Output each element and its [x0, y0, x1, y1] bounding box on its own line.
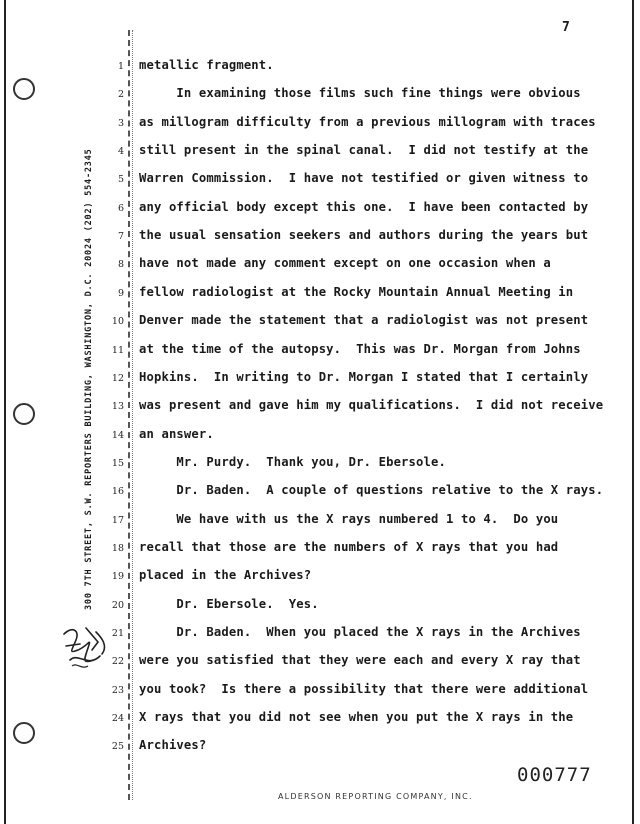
page-number: 7 [562, 20, 570, 35]
margin-rule [128, 30, 130, 800]
transcript-line: were you satisfied that they were each and every X ray that [139, 653, 581, 668]
line-number: 18 [111, 542, 124, 554]
transcript-line: was present and gave him my qualifications. I did not receive [139, 398, 604, 413]
transcript-line: at the time of the autopsy. This was Dr. Morgan from Johns [139, 341, 581, 356]
transcript-line: Dr. Ebersole. Yes. [139, 596, 319, 611]
line-number: 8 [117, 259, 124, 271]
transcript-line: the usual sensation seekers and authors during the years but [139, 228, 589, 243]
line-number: 10 [111, 316, 124, 328]
line-number: 13 [111, 401, 124, 413]
margin-rule-inner [132, 30, 133, 800]
document-control-number: 000777 [517, 764, 592, 786]
transcript-line: We have with us the X rays numbered 1 to 4. Do you [139, 511, 559, 526]
transcript-line: Denver made the statement that a radiologist was not present [139, 313, 589, 328]
transcript-line: recall that those are the numbers of X rays that you had [139, 539, 559, 554]
transcript-line: In examining those films such fine things were obvious [139, 86, 581, 101]
line-number: 11 [111, 344, 124, 356]
transcript-line: Dr. Baden. A couple of questions relative to the X rays. [139, 483, 604, 498]
page-border-right [632, 0, 634, 824]
line-number: 5 [117, 174, 124, 186]
punch-hole-bottom [13, 722, 35, 744]
line-number: 24 [111, 713, 124, 725]
transcript-line: Dr. Baden. When you placed the X rays in the Archives [139, 625, 581, 639]
transcript-line: Warren Commission. I have not testified or given witness to [139, 171, 589, 186]
line-number: 1 [117, 61, 124, 72]
transcript-line: still present in the spinal canal. I did not testify at the [139, 143, 589, 158]
line-number: 19 [111, 571, 124, 583]
transcript-line: an answer. [139, 426, 214, 441]
line-number: 14 [111, 429, 124, 441]
reporting-company-footer: ALDERSON REPORTING COMPANY, INC. [278, 792, 473, 801]
line-number: 22 [111, 656, 124, 668]
line-number: 4 [117, 146, 124, 158]
transcript-line: Archives? [139, 738, 207, 753]
reporter-address: 300 7TH STREET, S.W. REPORTERS BUILDING, WASHINGTON, D.C. 20024 (202) 554-2345 [84, 148, 94, 610]
transcript-line: as millogram difficulty from a previous millogram with traces [139, 114, 596, 129]
line-number: 3 [117, 117, 124, 129]
transcript-line: Hopkins. In writing to Dr. Morgan I stated that I certainly [139, 369, 589, 384]
transcript-line: metallic fragment. [139, 58, 274, 72]
transcript-line: fellow radiologist at the Rocky Mountain Annual Meeting in [139, 284, 574, 299]
line-number: 12 [111, 372, 124, 384]
line-number: 7 [117, 231, 124, 243]
line-number: 16 [111, 486, 124, 498]
handwritten-signature-mark [58, 620, 114, 676]
punch-hole-middle [13, 403, 35, 425]
transcript-line: have not made any comment except on one occasion when a [139, 256, 551, 271]
line-number: 6 [117, 202, 124, 214]
punch-hole-top [13, 78, 35, 100]
page-border-left [4, 0, 6, 824]
line-number: 20 [111, 599, 124, 611]
transcript-line: X rays that you did not see when you put the X rays in the [139, 710, 574, 725]
line-number: 9 [117, 287, 124, 299]
transcript-line: Mr. Purdy. Thank you, Dr. Ebersole. [139, 454, 446, 469]
transcript-line: placed in the Archives? [139, 568, 312, 583]
line-number: 15 [111, 457, 124, 469]
line-number: 21 [111, 628, 124, 639]
line-number: 25 [111, 741, 124, 753]
transcript-line: any official body except this one. I have been contacted by [139, 199, 589, 214]
transcript-line: you took? Is there a possibility that there were additional [139, 681, 589, 696]
line-number: 23 [111, 684, 124, 696]
line-number: 17 [111, 514, 124, 526]
line-number: 2 [117, 89, 124, 101]
